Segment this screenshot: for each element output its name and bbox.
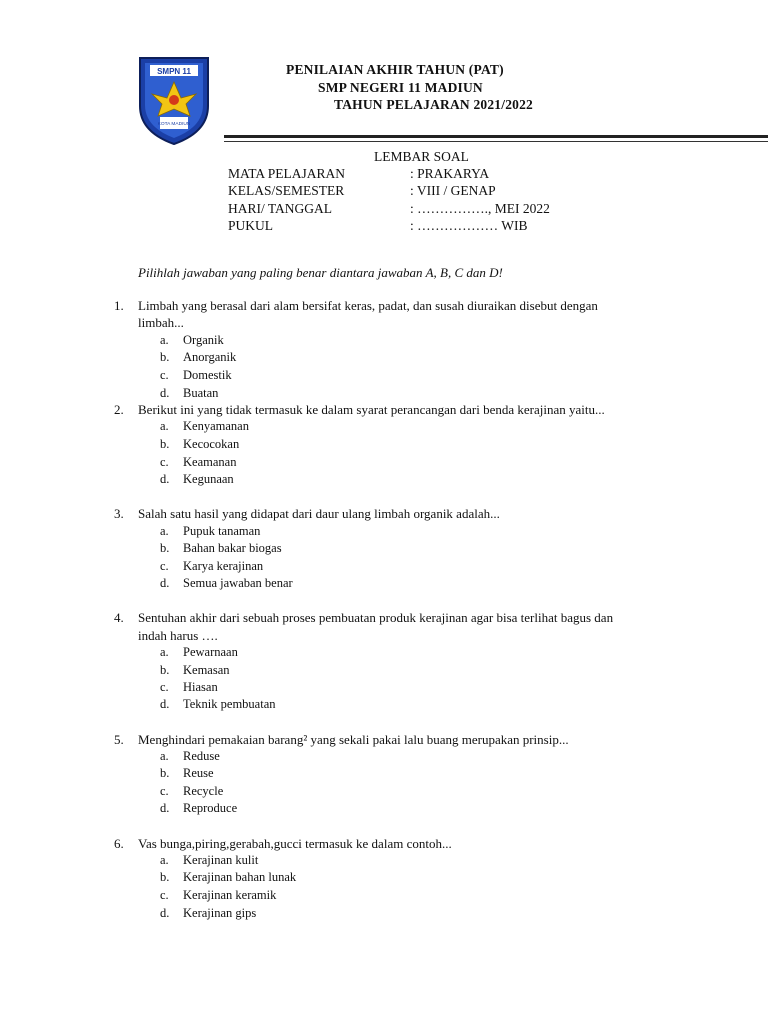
option-letter: c. [160,455,169,469]
option-text: Kerajinan gips [183,906,257,920]
meta-label: KELAS/SEMESTER [228,183,345,198]
option-text: Kerajinan keramik [183,888,277,902]
option-letter: a. [160,524,169,538]
meta-label: HARI/ TANGGAL [228,201,333,216]
header-divider-thick [224,135,768,138]
option-text: Reproduce [183,801,238,815]
option-text: Domestik [183,368,232,382]
header-line-1: PENILAIAN AKHIR TAHUN (PAT) [286,62,504,77]
instruction-text: Pilihlah jawaban yang paling benar diantara jawaban A, B, C dan D! [138,265,503,280]
option-text: Kerajinan bahan lunak [183,870,297,884]
meta-value: : ……………., MEI 2022 [410,201,550,216]
question-text-continued: indah harus …. [138,628,218,643]
question-number: 3. [114,506,124,521]
option-letter: a. [160,749,169,763]
meta-label: PUKUL [228,218,274,233]
meta-value: : VIII / GENAP [410,183,496,198]
question-text: Menghindari pemakaian barang² yang sekali pakai lalu buang merupakan prinsip... [138,732,569,747]
option-text: Semua jawaban benar [183,576,293,590]
question-text: Vas bunga,piring,gerabah,gucci termasuk ke dalam contoh... [138,836,452,851]
option-letter: d. [160,697,170,711]
question-text-continued: limbah... [138,315,184,330]
option-letter: b. [160,541,170,555]
option-letter: a. [160,645,169,659]
option-letter: a. [160,333,169,347]
option-text: Recycle [183,784,224,798]
option-letter: a. [160,419,169,433]
option-letter: c. [160,784,169,798]
option-letter: b. [160,663,170,677]
option-letter: c. [160,559,169,573]
option-letter: d. [160,801,170,815]
sheet-title: LEMBAR SOAL [374,149,469,164]
meta-label: MATA PELAJARAN [228,166,346,181]
option-text: Kecocokan [183,437,240,451]
question-number: 6. [114,836,124,851]
option-letter: a. [160,853,169,867]
option-letter: d. [160,386,170,400]
question-number: 1. [114,298,124,313]
school-logo [136,54,212,146]
option-letter: b. [160,350,170,364]
question-number: 2. [114,402,124,417]
option-text: Bahan bakar biogas [183,541,282,555]
option-text: Keamanan [183,455,237,469]
option-text: Pupuk tanaman [183,524,261,538]
header-line-2: SMP NEGERI 11 MADIUN [318,80,483,95]
meta-value: : PRAKARYA [410,166,490,181]
question-text: Limbah yang berasal dari alam bersifat keras, padat, dan susah diuraikan disebut dengan [138,298,598,313]
option-letter: d. [160,472,170,486]
option-text: Reuse [183,766,214,780]
option-letter: c. [160,680,169,694]
header-divider-thin [224,141,768,142]
option-letter: c. [160,368,169,382]
option-text: Organik [183,333,224,347]
option-text: Hiasan [183,680,218,694]
question-text: Berikut ini yang tidak termasuk ke dalam syarat perancangan dari benda kerajinan yaitu... [138,402,605,417]
option-letter: c. [160,888,169,902]
option-letter: d. [160,906,170,920]
option-text: Kerajinan kulit [183,853,259,867]
logo-text-top: SMPN 11 [157,67,191,76]
option-text: Teknik pembuatan [183,697,276,711]
option-text: Reduse [183,749,220,763]
option-letter: d. [160,576,170,590]
option-text: Kenyamanan [183,419,249,433]
option-letter: b. [160,766,170,780]
option-letter: b. [160,870,170,884]
option-text: Karya kerajinan [183,559,264,573]
question-number: 4. [114,610,124,625]
option-text: Kegunaan [183,472,234,486]
option-text: Anorganik [183,350,237,364]
option-text: Pewarnaan [183,645,238,659]
option-text: Buatan [183,386,219,400]
question-text: Sentuhan akhir dari sebuah proses pembuatan produk kerajinan agar bisa terlihat bagus dan [138,610,614,625]
meta-value: : ……………… WIB [410,218,528,233]
logo-text-bottom: KOTA MADIUN [157,122,191,127]
question-number: 5. [114,732,124,747]
question-text: Salah satu hasil yang didapat dari daur ulang limbah organik adalah... [138,506,500,521]
header-line-3: TAHUN PELAJARAN 2021/2022 [334,97,534,112]
option-letter: b. [160,437,170,451]
option-text: Kemasan [183,663,230,677]
